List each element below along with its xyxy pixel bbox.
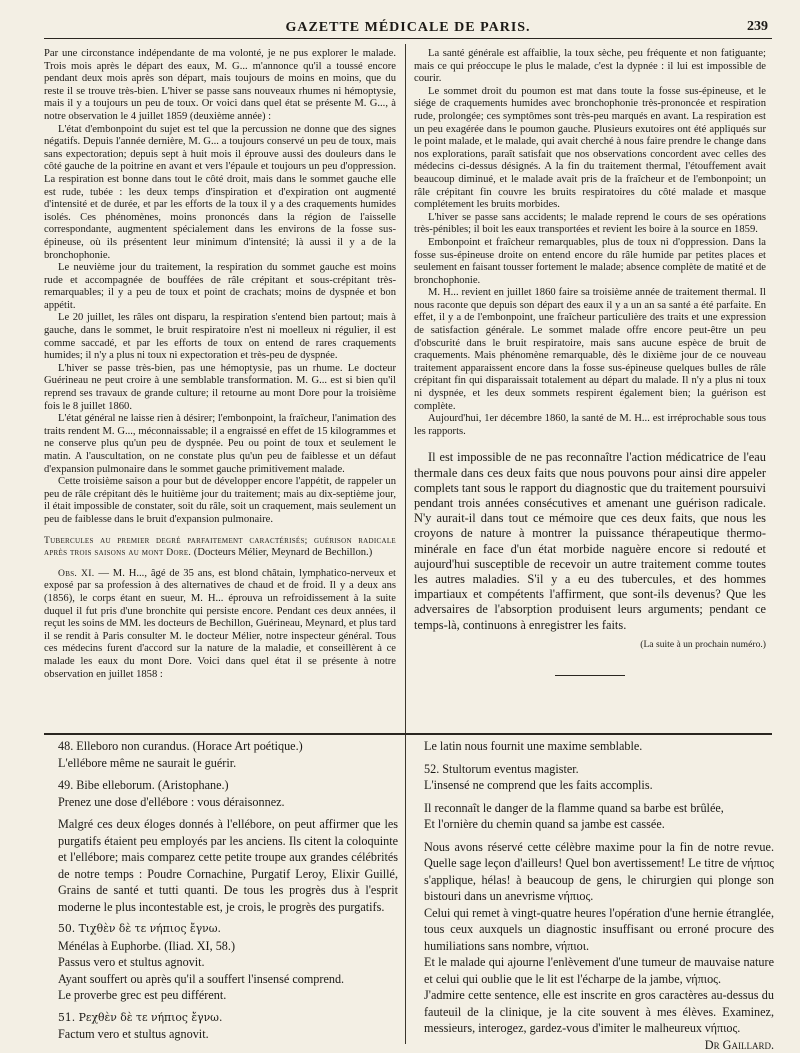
- paragraph: L'hiver se passe très-bien, pas une hémoptysie, pas un rhume. Le docteur Guérineau ne peut croire à une semblable transformation. M. G... est si bien qu'il reprend ses travaux de grande culture; il retourne au mont Dore pour la troisième fois le 8 juillet 1860.: [44, 363, 396, 413]
- maxim-line: Ayant souffert ou après qu'il a souffert l'insensé comprend.: [58, 971, 398, 988]
- paragraph: Aujourd'hui, 1er décembre 1860, la santé de M. H... est irréprochable sous tous les rapports.: [414, 413, 766, 438]
- paragraph: Le sommet droit du poumon est mat dans toute la fosse sus-épineuse, et le siége de craquements humides avec bronchophonie très-prononcée et respiration rude, prolongée; ces symptômes sont très-peu marqués en avant. La respiration est un peu exagérée dans le poumon gauche. Plusieurs exutoires ont été appliqués sur le point malade, et le malade, qui avait cherché à nous faire prendre le change dans nos explorations, paraît satisfait que nos observations concordent avec celles des médecins ci-dessus désignés. A la fin du traitement thermal, l'étouffement avait beaucoup diminué, et le malade avait pris de la fraîcheur et de l'embonpoint; un râle crépitant fin couvre les bruits respiratoires du côté malade et masque complétement les bruits morbides.: [414, 86, 766, 212]
- maxim-line: Et l'ornière du chemin quand sa jambe est cassée.: [424, 816, 774, 833]
- paragraph: L'hiver se passe sans accidents; le malade reprend le cours de ses opérations très-pénibles; il boit les eaux transportées et revient les boire à la source en 1859.: [414, 212, 766, 237]
- right-column: [414, 48, 766, 728]
- observation-paragraph: [44, 568, 396, 681]
- commentary-paragraph: Nous avons réservé cette célèbre maxime pour la fin de notre revue. Quelle sage leçon d'ailleurs! Quel bon avertissement! Le titre de νήπιος s'applique, hélas! à beaucoup de gens, le chirurgien qui plonge son bistouri dans un anevrisme νήπιος.: [424, 839, 774, 905]
- paragraph: L'état d'embonpoint du sujet est tel que la percussion ne donne que des signes négatifs. Depuis l'année dernière, M. G... a toujours conservé un peu de toux, mais sans expectoration; depuis sept à huit mois il éprouve aussi des douleurs dans le côté gauche de la poitrine en avant et vers l'épaule et toujours un peu d'oppression. La respiration est bonne dans tout le côté droit, mais dans le sommet gauche elle est rude, tubée : les deux temps d'inspiration et d'expiration ont augmenté d'intensité et de durée, et par les efforts de la toux il y a des craquements humides isolés. Ces phénomènes, moins prononcés dans la région de l'aisselle correspondante, augmentent spécialement dans les environs de la fosse sus-épineuse, où ils présentent leur minimum d'intensité; là aussi il y a de la bronchophonie.: [44, 124, 396, 263]
- paragraph: La santé générale est affaiblie, la toux sèche, peu fréquente et non fatiguante; mais ce qui préoccupe le plus le malade, c'est la dypnée : il lui est impossible de courir.: [414, 48, 766, 86]
- paragraph: Embonpoint et fraîcheur remarquables, plus de toux ni d'oppression. Dans la fosse sus-épineuse droite on entend encore du râle humide par petites places et seulement en faisant tousser fortement le malade; absence complète de matité et de bronchophonie.: [414, 237, 766, 287]
- feuilleton-right-column: [424, 738, 774, 1043]
- observation-label: Obs. XI.: [58, 568, 94, 579]
- paragraph: M. H... revient en juillet 1860 faire sa troisième année de traitement thermal. Il nous raconte que depuis son départ des eaux il y a un an sa santé a été parfaite. En effet, il y a de l'embonpoint, une fraîcheur particulière des traits et une expression de satisfaction générale. Le sommet malade offre encore peut-être un peu d'obscurité dans le bruit respiratoire, mais sans aucune espèce de bruit de craquements. Mais phénomène remarquable, dès le dixième jour de ce nouveau traitement apparaissent encore dans la fosse sus-épineuse quelques bulles de râle crépitant fin qui disparaissait totalement au départ du malade. Il n'y a plus ni toux ni dyspnée, et les deux sommets respirent également bien; la guérison est complète.: [414, 287, 766, 413]
- column-divider: [405, 44, 406, 1044]
- heading-caps: Tubercules au premier degré parfaitement caractérisés; guérison radicale après trois saisons au mont Dore.: [44, 535, 396, 559]
- conclusion-paragraph: Il est impossible de ne pas reconnaître l'action médicatrice de l'eau thermale dans ces deux faits que nous pouvons pour ainsi dire appeler complets tant sous le rapport du diagnostic que du traitement poursuivi pendant trois années consécutives et amenant une guérison radicale. N'y aurait-il dans tout ce mémoire que ces deux faits, que nous les croyons de nature à montrer la puissance thérapeutique thermo-minérale en face d'un état morbide naguère encore si redouté et aujourd'hui susceptible de recevoir un autre traitement comme toutes les autres maladies. S'il y a eu des tubercules, et des hommes impartiaux et compétents l'affirment, que sont-ils devenus? Que les adversaires de l'absorption produisent leurs arguments; pendant ce temps-là, continuons à enregistrer les faits.: [414, 450, 766, 632]
- left-column: [44, 48, 396, 728]
- commentary-paragraph: Et le malade qui ajourne l'enlèvement d'une tumeur de mauvaise nature et celui qui oublie que le lit est l'écharpe de la jambe, νήπιος.: [424, 954, 774, 987]
- page-number: 239: [747, 19, 768, 35]
- maxim-line: Prenez une dose d'ellébore : vous déraisonnez.: [58, 794, 398, 811]
- commentary-paragraph: J'admire cette sentence, elle est inscrite en gros caractères au-dessus du fauteuil de la clinique, je la cite souvent à mes élèves. Examinez, messieurs, interogez, gardez-vous d'imiter le malheureux νήπιος.: [424, 987, 774, 1037]
- greek-line: 50. Τιχθὲν δὲ τε νήπιος ἔγνω.: [58, 921, 398, 938]
- feuilleton-divider: [44, 733, 772, 735]
- section-rule: [555, 675, 625, 676]
- maxim-line: Le latin nous fournit une maxime semblable.: [424, 738, 774, 755]
- paragraph: Par une circonstance indépendante de ma volonté, je ne pus explorer le malade. Trois mois après le départ des eaux, M. G... m'annonce qu'il a toussé encore pendant deux mois après son départ, mais toujours de moins en moins, que du reste il se trouve très-bien. L'hiver se passe sans nouveaux rhumes ni hémoptysie, mais il y a toujours un peu de toux. Or voici dans quel état se présente M. G..., à notre observation le 4 juillet 1859 (deuxième année) :: [44, 48, 396, 124]
- maxim-line: Il reconnaît le danger de la flamme quand sa barbe est brûlée,: [424, 800, 774, 817]
- feuilleton-left-column: [58, 738, 398, 1043]
- journal-title: GAZETTE MÉDICALE DE PARIS.: [44, 20, 772, 36]
- maxim-line: Factum vero et stultus agnovit.: [58, 1026, 398, 1043]
- observation-text: — M. H..., âgé de 35 ans, est blond châtain, lymphatico-nerveux et exposé par sa profession à des alternatives de chaud et de froid. Il y a deux ans (1856), le corps étant en sueur, M. H... éprouva un refroidissement à la suite duquel il fut pris d'une bronchite qui persiste encore. Pendant ces deux années, il reçut les soins de MM. les docteurs de Bechillon, Guérineau, Meynard, et plus tard il se rendit à Paris consulter M. le docteur Mélier, notre inspecteur général. Tous ces médecins furent d'accord sur la nature de la maladie, et conseillèrent à ce malade les eaux du mont Dore. Voici dans quel état il se présente à notre observation en juillet 1858 :: [44, 568, 396, 680]
- commentary-paragraph: Malgré ces deux éloges donnés à l'ellébore, on peut affirmer que les purgatifs étaient peu employés par les anciens. Ils citent la coloquinte et l'ellébore; mais comparez cette petite troupe aux grandes célébrités de notre temps : Poudre Cornachine, Purgatif Leroy, Elixir Guillé, Grains de santé et tutti quanti. De tous les progrès dus à l'esprit moderne le plus incontestable est, je crois, le progrès des purgatifs.: [58, 816, 398, 915]
- paragraph: L'état général ne laisse rien à désirer; l'embonpoint, la fraîcheur, l'animation des traits rendent M. G..., méconnaissable; il a engraissé en effet de 15 kilogrammes et ne conserve plus qu'un peu de dyspnée. Peu ou point de toux et seulement le matin. A l'auscultation, on ne constate plus qu'un peu de faiblesse et un défaut d'expansion pulmonaire dans le sommet gauche primitivement malade.: [44, 413, 396, 476]
- maxim-line: Le proverbe grec est peu différent.: [58, 987, 398, 1004]
- maxim-line: Passus vero et stultus agnovit.: [58, 954, 398, 971]
- greek-line: 51. Ρεχθὲν δὲ τε νήπιος ἔγνω.: [58, 1010, 398, 1027]
- maxim-line: 49. Bibe elleborum. (Aristophane.): [58, 777, 398, 794]
- maxim-line: 48. Elleboro non curandus. (Horace Art poétique.): [58, 738, 398, 755]
- maxim-line: L'insensé ne comprend que les faits accomplis.: [424, 777, 774, 794]
- paragraph: Le neuvième jour du traitement, la respiration du sommet gauche est moins rude et accompagnée de bouffées de râle crépitant et sous-crépitant très-remarquables; il y a peu de toux et point de crachats; moins de dyspnée et bon appétit.: [44, 262, 396, 312]
- maxim-line: Ménélas à Euphorbe. (Iliad. XI, 58.): [58, 938, 398, 955]
- heading-authors: (Docteurs Mélier, Meynard de Bechillon.): [194, 547, 372, 558]
- paragraph: Le 20 juillet, les râles ont disparu, la respiration s'entend bien partout; mais à gauche, dans le sommet, le bruit respiratoire n'est ni moelleux ni régulier, il est comme saccadé, et par les efforts de toux on entend de rares craquements humides; il n'y a plus ni toux ni expectoration et très-peu de dyspnée.: [44, 312, 396, 362]
- paragraph: Cette troisième saison a pour but de développer encore l'appétit, de rappeler un peu de râle crépitant dès le huitième jour du traitement; mais au dix-septième jour, il était impossible de constater, soit du râle, soit un craquement, mais seulement un peu de faiblesse dans le bruit d'expansion pulmonaire.: [44, 476, 396, 526]
- maxim-line: L'ellébore même ne saurait le guérir.: [58, 755, 398, 772]
- author-signature: Dr Gaillard.: [424, 1037, 774, 1053]
- page-header: [44, 18, 772, 39]
- observation-heading: [44, 535, 396, 560]
- maxim-line: 52. Stultorum eventus magister.: [424, 761, 774, 778]
- commentary-paragraph: Celui qui remet à vingt-quatre heures l'opération d'une hernie étranglée, tous ceux auxquels un diagnostic insuffisant ou erroné procure des humiliations sans nombre, νήπιοι.: [424, 905, 774, 955]
- continued-note: (La suite à un prochain numéro.): [414, 639, 766, 652]
